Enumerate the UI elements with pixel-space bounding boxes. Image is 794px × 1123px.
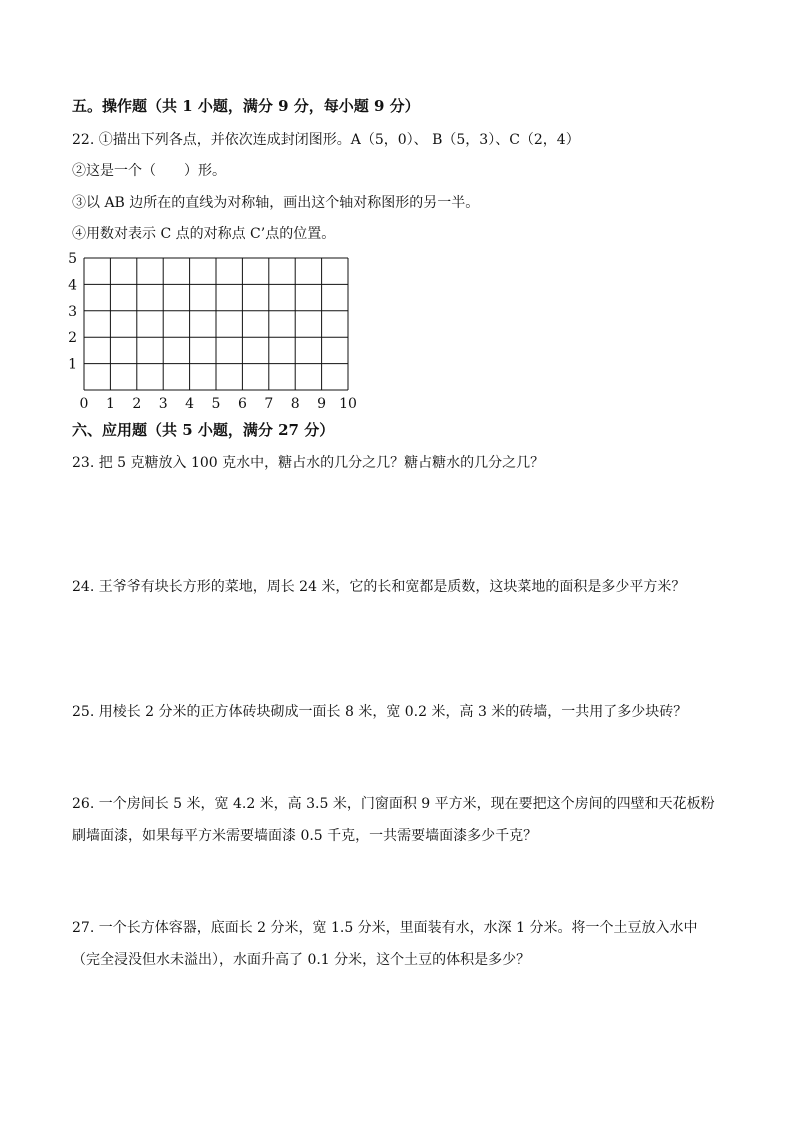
q26-text: 26. 一个房间长 5 米，宽 4.2 米，高 3.5 米，门窗面积 9 平方米，现在要把这个房间的四壁和天花板粉刷墙面漆，如果每平方米需要墙面漆 0.5 千克，一共需要墙面漆多少千克？ — [72, 796, 715, 844]
x-label: 4 — [185, 396, 195, 412]
q24-text: 24. 王爷爷有块长方形的菜地，周长 24 米，它的长和宽都是质数，这块菜地的面积是多少平方米？ — [72, 579, 686, 595]
x-label: 1 — [105, 396, 115, 412]
q27-text: 27. 一个长方体容器，底面长 2 分米，宽 1.5 分米，里面装有水，水深 1 分米。将一个土豆放入水中（完全浸没但水未溢出），水面升高了 0.1 分米，这个土豆的体积是多少？ — [72, 920, 698, 968]
x-label: 6 — [237, 396, 247, 412]
q23-text: 23. 把 5 克糖放入 100 克水中，糖占水的几分之几？糖占糖水的几分之几？ — [72, 455, 545, 471]
y-label: 4 — [68, 277, 77, 294]
x-label: 7 — [264, 396, 274, 412]
y-label: 3 — [68, 303, 77, 320]
x-label: 9 — [317, 396, 327, 412]
x-label: 0 — [79, 396, 89, 412]
y-axis-labels — [68, 251, 77, 373]
x-label: 8 — [290, 396, 300, 412]
y-label: 5 — [68, 251, 77, 267]
section-6-title: 六、应用题（共 5 小题，满分 27 分） — [72, 421, 335, 439]
q22-line3: ③以 AB 边所在的直线为对称轴，画出这个轴对称图形的另一半。 — [72, 195, 480, 211]
q25-text: 25. 用棱长 2 分米的正方体砖块砌成一面长 8 米，宽 0.2 米，高 3 米的砖墙，一共用了多少块砖？ — [72, 704, 688, 720]
q22-line4: ④用数对表示 C 点的对称点 C’点的位置。 — [72, 226, 336, 242]
q22-line1: 22. ①描出下列各点，并依次连成封闭图形。A（5，0）、 B（5，3）、C（2，4） — [72, 132, 580, 148]
grid-lines — [84, 258, 348, 390]
y-label: 2 — [68, 330, 77, 347]
x-axis-labels — [80, 396, 357, 412]
coordinate-grid — [64, 250, 374, 412]
section-5-title: 五。操作题（共 1 小题，满分 9 分，每小题 9 分） — [72, 97, 420, 115]
q22-line2: ②这是一个（ ）形。 — [72, 163, 226, 179]
x-label: 2 — [132, 396, 142, 412]
x-label: 3 — [158, 396, 168, 412]
y-label: 1 — [68, 356, 77, 373]
x-label: 5 — [211, 396, 221, 412]
x-label: 10 — [339, 396, 357, 412]
